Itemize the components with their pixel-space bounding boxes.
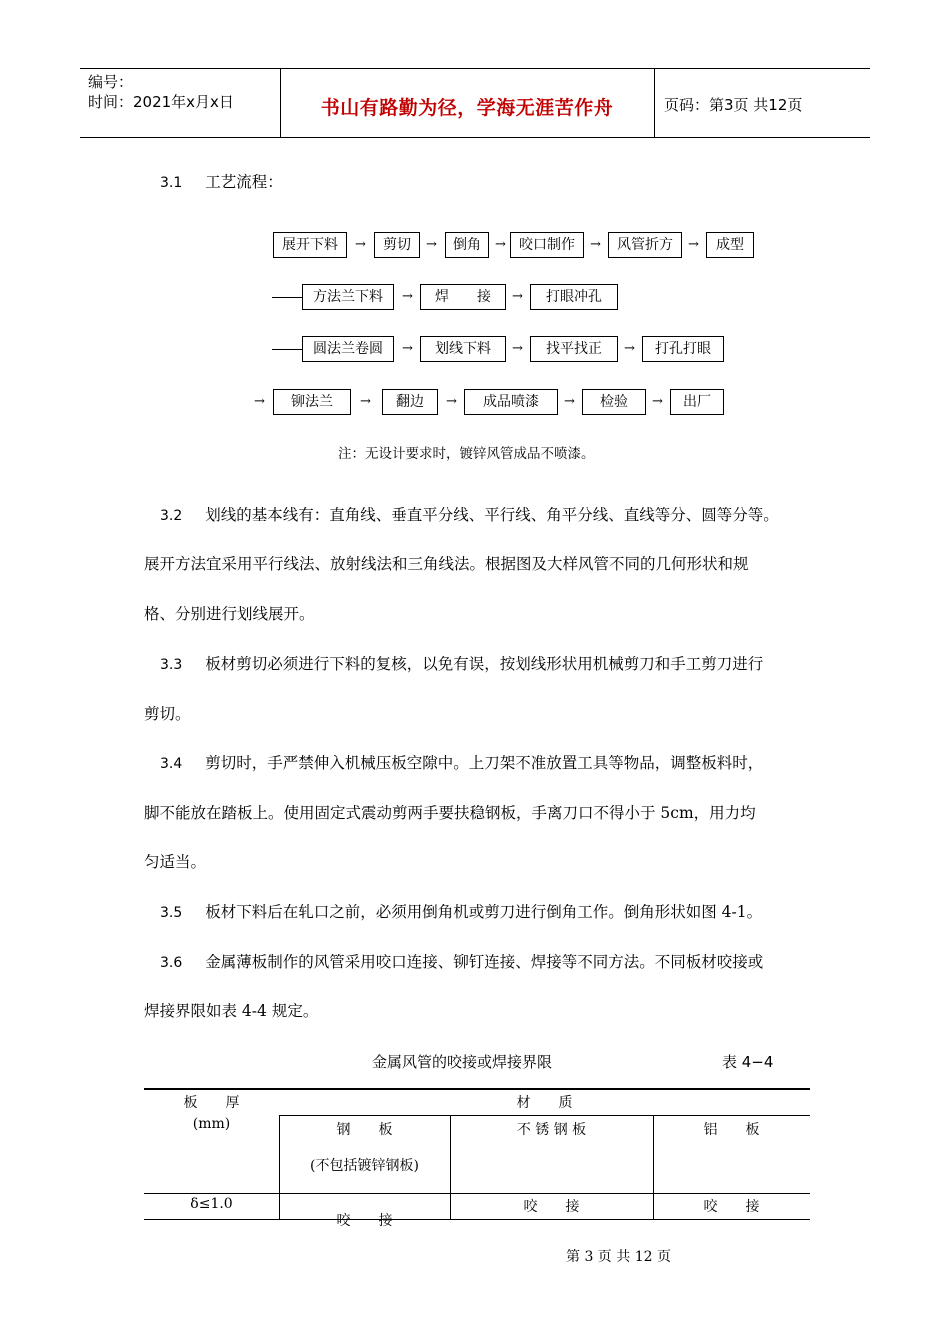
section-3-1-heading <box>160 170 283 192</box>
flow-arrow: → <box>564 394 575 409</box>
paragraph-text: 板材下料后在轧口之前，必须用倒角机或剪刀进行倒角工作。倒角形状如图 4-1。 <box>205 903 763 921</box>
section-number: 3.2 <box>160 508 183 524</box>
flow-note: 注：无设计要求时，镀锌风管成品不喷漆。 <box>338 446 595 462</box>
flow-arrow: → <box>652 394 663 409</box>
table-header-material: 材 质 <box>516 1095 573 1111</box>
table-header-thickness: 板 厚 <box>183 1095 240 1111</box>
paragraph-text: 脚不能放在踏板上。使用固定式震动剪两手要扶稳钢板，手离刀口不得小于 5cm，用力均 <box>144 804 756 822</box>
page-footer: 第 3 页 共 12 页 <box>566 1249 671 1265</box>
flow-box: 风管折方 <box>608 232 682 258</box>
flow-arrow: → <box>360 394 371 409</box>
section-number: 3.1 <box>160 175 183 191</box>
time-label: 时间：2021年x月x日 <box>88 93 234 111</box>
section-3-4-line1 <box>160 751 763 773</box>
flow-arrow: → <box>688 237 699 252</box>
flow-arrow: → <box>446 394 457 409</box>
table-rule <box>279 1115 810 1116</box>
table-cell: 咬 接 <box>336 1213 393 1229</box>
section-3-6-line1 <box>160 950 763 972</box>
table-rule <box>144 1219 810 1220</box>
paragraph-text: 金属薄板制作的风管采用咬口连接、铆钉连接、焊接等不同方法。不同板材咬接或 <box>205 953 764 971</box>
header-divider <box>654 69 655 137</box>
section-3-3-line1 <box>160 652 763 674</box>
paragraph-text: 匀适当。 <box>144 853 207 871</box>
paragraph-text: 划线的基本线有：直角线、垂直平分线、平行线、角平分线、直线等分、圆等分等。 <box>205 506 779 524</box>
flow-arrow: → <box>512 341 523 356</box>
header-meta <box>88 72 234 112</box>
section-3-5-line1 <box>160 900 762 922</box>
flow-arrow: → <box>402 341 413 356</box>
section-3-2-line1 <box>160 503 779 525</box>
flow-box: 找平找正 <box>530 336 618 362</box>
paragraph-text: 格、分别进行划线展开。 <box>144 605 315 623</box>
flow-arrow: → <box>495 237 506 252</box>
flow-box: 咬口制作 <box>510 232 584 258</box>
table-header-stainless: 不 锈 钢 板 <box>516 1122 587 1138</box>
table-header-steel: 钢 板 <box>336 1122 393 1138</box>
flow-box: 划线下料 <box>420 336 506 362</box>
flow-box: 焊 接 <box>420 284 506 310</box>
flow-box: 铆法兰 <box>273 389 351 415</box>
section-number: 3.6 <box>160 955 183 971</box>
paragraph-text: 板材剪切必须进行下料的复核，以免有误，按划线形状用机械剪刀和手工剪刀进行 <box>205 655 764 673</box>
section-title: 工艺流程： <box>205 173 283 191</box>
paragraph-text: 焊接界限如表 4-4 规定。 <box>144 1002 319 1020</box>
table-header-thickness-unit: (mm) <box>192 1116 231 1132</box>
header-motto: 书山有路勤为径，学海无涯苦作舟 <box>320 97 614 119</box>
flow-box: 翻边 <box>382 389 438 415</box>
flow-box: 展开下料 <box>273 232 347 258</box>
flow-arrow: → <box>426 237 437 252</box>
paragraph-text: 剪切时，手严禁伸入机械压板空隙中。上刀架不准放置工具等物品，调整板料时， <box>205 754 764 772</box>
flow-connector <box>272 349 302 350</box>
flow-box: 剪切 <box>374 232 420 258</box>
flow-arrow: → <box>590 237 601 252</box>
flow-box: 打孔打眼 <box>642 336 724 362</box>
flow-arrow: → <box>402 289 413 304</box>
flow-box: 方法兰下料 <box>302 284 394 310</box>
flow-box: 成型 <box>706 232 754 258</box>
flow-arrow: → <box>355 237 366 252</box>
table-cell: 咬 接 <box>703 1199 760 1215</box>
table-header-aluminum: 铝 板 <box>703 1122 760 1138</box>
header-page-info: 页码：第3页 共12页 <box>664 96 803 114</box>
flow-box: 倒角 <box>445 232 489 258</box>
table-title: 金属风管的咬接或焊接界限 <box>372 1053 553 1071</box>
paragraph-text: 剪切。 <box>144 705 191 723</box>
section-number: 3.5 <box>160 905 183 921</box>
flow-arrow: → <box>624 341 635 356</box>
page-header <box>80 68 870 138</box>
flow-box: 圆法兰卷圆 <box>302 336 394 362</box>
table-rule <box>144 1088 810 1090</box>
flow-arrow: → <box>512 289 523 304</box>
flow-connector <box>272 297 302 298</box>
table-cell: 咬 接 <box>523 1199 580 1215</box>
section-number: 3.3 <box>160 657 183 673</box>
serial-label: 编号： <box>88 73 134 91</box>
section-number: 3.4 <box>160 756 183 772</box>
flow-box: 成品喷漆 <box>464 389 558 415</box>
table-header-steel-note: (不包括镀锌钢板) <box>310 1158 419 1174</box>
flow-box: 检验 <box>582 389 646 415</box>
flow-arrow: → <box>254 394 265 409</box>
flow-box: 打眼冲孔 <box>530 284 618 310</box>
paragraph-text: 展开方法宜采用平行线法、放射线法和三角线法。根据图及大样风管不同的几何形状和规 <box>144 555 749 573</box>
table-cell: δ≤1.0 <box>190 1196 233 1212</box>
table-number: 表 4−4 <box>722 1053 774 1071</box>
flow-box: 出厂 <box>670 389 724 415</box>
table-rule <box>144 1193 810 1194</box>
